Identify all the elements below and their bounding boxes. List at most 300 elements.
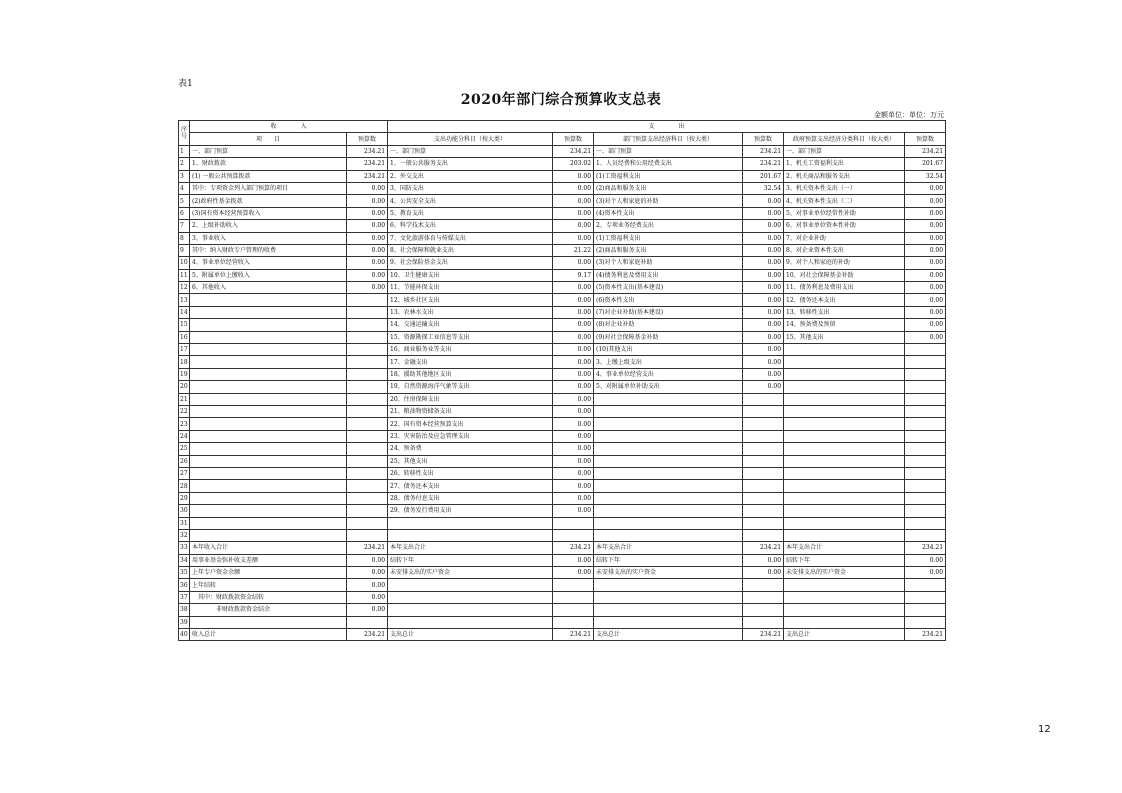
item-cell: 9、社会保险基金支出	[388, 257, 553, 269]
amount-cell: 0.00	[553, 306, 594, 318]
amount-cell: 0.00	[743, 344, 784, 356]
table-row	[179, 418, 946, 430]
item-cell: 4、事业单位经营收入	[190, 257, 347, 269]
amount-cell	[347, 443, 388, 455]
item-cell	[190, 492, 347, 504]
amount-cell	[905, 418, 946, 430]
item-cell	[190, 319, 347, 331]
item-cell	[784, 480, 905, 492]
table-row	[179, 405, 946, 417]
amount-cell: 32.54	[905, 170, 946, 182]
amount-cell: 0.00	[905, 319, 946, 331]
row-number: 28	[179, 480, 190, 492]
row-number: 17	[179, 344, 190, 356]
table-row	[179, 257, 946, 269]
table-number: 表1	[178, 79, 193, 89]
item-cell: 22、国有资本经营预算支出	[388, 418, 553, 430]
amount-cell: 0.00	[347, 269, 388, 281]
item-cell: (10)其他支出	[594, 344, 743, 356]
row-number: 18	[179, 356, 190, 368]
amount-cell	[743, 467, 784, 479]
item-cell: 3、国防支出	[388, 182, 553, 194]
row-number: 13	[179, 294, 190, 306]
budget-table	[178, 120, 946, 641]
amount-cell	[347, 480, 388, 492]
item-cell	[594, 591, 743, 603]
amount-cell	[905, 393, 946, 405]
table-row	[179, 195, 946, 207]
table-row	[179, 554, 946, 566]
row-number: 34	[179, 554, 190, 566]
table-row	[179, 517, 946, 529]
amount-cell: 0.00	[553, 182, 594, 194]
item-cell: 5、对事业单位经常性补助	[784, 207, 905, 219]
item-cell: 未安排支出的实户资金	[784, 567, 905, 579]
item-cell: (4)债务利息及费用支出	[594, 269, 743, 281]
amount-cell	[347, 405, 388, 417]
amount-cell: 9.17	[553, 269, 594, 281]
amount-cell	[905, 492, 946, 504]
item-cell: 10、卫生健康支出	[388, 269, 553, 281]
item-cell: 上年结转	[190, 579, 347, 591]
item-cell: 12、债务还本支出	[784, 294, 905, 306]
item-cell: 5、教育支出	[388, 207, 553, 219]
item-cell	[594, 517, 743, 529]
item-cell: 一、部门预算	[190, 145, 347, 157]
item-cell	[190, 405, 347, 417]
amount-cell	[347, 393, 388, 405]
amount-cell	[905, 604, 946, 616]
amount-cell: 0.00	[905, 269, 946, 281]
item-cell	[784, 393, 905, 405]
amount-cell	[347, 306, 388, 318]
item-cell	[784, 579, 905, 591]
amount-cell	[905, 344, 946, 356]
amount-cell: 0.00	[743, 554, 784, 566]
income-budget-header: 预算数	[347, 133, 388, 145]
table-row	[179, 294, 946, 306]
amount-cell: 201.67	[905, 158, 946, 170]
amount-cell	[743, 418, 784, 430]
item-cell: 本年支出合计	[594, 542, 743, 554]
item-cell	[594, 418, 743, 430]
amount-cell: 0.00	[553, 554, 594, 566]
item-cell	[784, 492, 905, 504]
amount-cell: 0.00	[347, 244, 388, 256]
table-row	[179, 207, 946, 219]
amount-cell: 0.00	[553, 455, 594, 467]
income-group-header: 收 入	[190, 121, 388, 133]
row-number: 8	[179, 232, 190, 244]
table-body	[179, 145, 946, 641]
amount-cell: 0.00	[553, 232, 594, 244]
item-cell	[190, 616, 347, 628]
item-cell: 15、其他支出	[784, 331, 905, 343]
amount-cell	[347, 294, 388, 306]
item-cell: 15、资源勘探工业信息等支出	[388, 331, 553, 343]
table-row	[179, 616, 946, 628]
dept-budget-header: 预算数	[743, 133, 784, 145]
amount-cell: 0.00	[553, 319, 594, 331]
item-cell	[190, 306, 347, 318]
item-cell	[190, 381, 347, 393]
table-row	[179, 182, 946, 194]
amount-cell	[905, 505, 946, 517]
amount-cell: 0.00	[553, 443, 594, 455]
item-cell: 支出总计	[388, 629, 553, 641]
item-cell: 支出总计	[594, 629, 743, 641]
amount-cell: 201.67	[743, 170, 784, 182]
amount-cell: 0.00	[347, 282, 388, 294]
amount-cell	[743, 393, 784, 405]
amount-cell: 0.00	[553, 344, 594, 356]
amount-cell: 0.00	[553, 368, 594, 380]
table-row	[179, 232, 946, 244]
table-row	[179, 455, 946, 467]
item-cell	[784, 616, 905, 628]
gov-budget-header: 预算数	[905, 133, 946, 145]
table-row	[179, 244, 946, 256]
row-number: 16	[179, 331, 190, 343]
table-row	[179, 480, 946, 492]
item-cell	[784, 591, 905, 603]
item-cell: 4、机关资本性支出（二）	[784, 195, 905, 207]
row-number: 39	[179, 616, 190, 628]
row-number: 9	[179, 244, 190, 256]
table-row	[179, 629, 946, 641]
table-row	[179, 368, 946, 380]
amount-cell: 0.00	[553, 220, 594, 232]
item-cell: 上年专户资金余额	[190, 567, 347, 579]
amount-cell: 0.00	[743, 331, 784, 343]
amount-cell: 0.00	[905, 220, 946, 232]
amount-cell	[905, 405, 946, 417]
amount-cell	[905, 529, 946, 541]
amount-cell	[905, 455, 946, 467]
amount-cell	[347, 368, 388, 380]
amount-cell	[905, 591, 946, 603]
table-row	[179, 356, 946, 368]
item-cell: 3、机关资本性支出（一）	[784, 182, 905, 194]
gov-econ-header: 政府预算支出经济分类科目（按大类）	[784, 133, 905, 145]
item-cell: 1、人员经费和公用经费支出	[594, 158, 743, 170]
amount-cell: 0.00	[553, 405, 594, 417]
item-cell: 7、对企业补助	[784, 232, 905, 244]
amount-cell: 0.00	[905, 282, 946, 294]
amount-cell: 0.00	[347, 220, 388, 232]
row-number: 4	[179, 182, 190, 194]
table-row	[179, 170, 946, 182]
amount-cell: 0.00	[905, 232, 946, 244]
item-cell: (2)商品和服务支出	[594, 182, 743, 194]
amount-cell	[743, 480, 784, 492]
item-cell: (1) 一般公共预算拨款	[190, 170, 347, 182]
item-cell: 11、债务利息及费用支出	[784, 282, 905, 294]
amount-cell	[347, 467, 388, 479]
amount-cell	[347, 319, 388, 331]
item-cell: 26、转移性支出	[388, 467, 553, 479]
amount-cell	[347, 356, 388, 368]
amount-cell: 0.00	[905, 207, 946, 219]
item-cell	[594, 505, 743, 517]
item-cell: 结转下年	[784, 554, 905, 566]
amount-cell	[347, 344, 388, 356]
amount-cell: 0.00	[553, 393, 594, 405]
func-header: 支出功能分科目（按大类）	[388, 133, 553, 145]
row-number: 1	[179, 145, 190, 157]
amount-cell: 0.00	[743, 294, 784, 306]
amount-cell	[905, 430, 946, 442]
table-row	[179, 319, 946, 331]
amount-cell	[347, 529, 388, 541]
row-number: 26	[179, 455, 190, 467]
amount-cell: 234.21	[347, 170, 388, 182]
item-cell: (5)资本性支出(基本建设)	[594, 282, 743, 294]
item-cell: 12、城乡社区支出	[388, 294, 553, 306]
amount-cell: 234.21	[905, 629, 946, 641]
amount-cell	[905, 356, 946, 368]
row-number: 12	[179, 282, 190, 294]
item-cell	[784, 529, 905, 541]
item-cell	[190, 294, 347, 306]
table-row	[179, 393, 946, 405]
item-cell: (9)对社会保障基金补助	[594, 331, 743, 343]
table-row	[179, 505, 946, 517]
item-cell	[594, 455, 743, 467]
item-cell: 19、自然资源海洋气象等支出	[388, 381, 553, 393]
item-cell	[784, 505, 905, 517]
amount-cell: 0.00	[905, 294, 946, 306]
amount-cell: 0.00	[553, 170, 594, 182]
row-number: 3	[179, 170, 190, 182]
amount-cell: 0.00	[743, 381, 784, 393]
item-cell: 未安排支出的实户资金	[594, 567, 743, 579]
amount-cell	[905, 517, 946, 529]
item-cell	[784, 368, 905, 380]
item-cell: 4、公共安全支出	[388, 195, 553, 207]
func-budget-header: 预算数	[553, 133, 594, 145]
item-cell	[594, 492, 743, 504]
amount-cell: 234.21	[553, 145, 594, 157]
item-cell	[190, 529, 347, 541]
item-cell: (1)工资福利支出	[594, 170, 743, 182]
amount-cell: 234.21	[347, 629, 388, 641]
item-cell	[190, 344, 347, 356]
amount-cell: 0.00	[743, 220, 784, 232]
amount-cell	[347, 455, 388, 467]
item-cell: 4、事业单位经营支出	[594, 368, 743, 380]
amount-cell: 0.00	[553, 356, 594, 368]
item-cell: 2、上级补助收入	[190, 220, 347, 232]
amount-cell: 0.00	[347, 604, 388, 616]
item-cell: 一、部门预算	[388, 145, 553, 157]
item-cell: 本年支出合计	[388, 542, 553, 554]
amount-cell	[347, 381, 388, 393]
amount-cell	[553, 616, 594, 628]
item-cell: 本年收入合计	[190, 542, 347, 554]
amount-cell	[553, 579, 594, 591]
row-number: 21	[179, 393, 190, 405]
amount-cell: 0.00	[743, 195, 784, 207]
amount-cell: 0.00	[347, 182, 388, 194]
amount-cell: 0.00	[553, 195, 594, 207]
amount-cell	[905, 443, 946, 455]
item-cell: 6、其他收入	[190, 282, 347, 294]
item-cell: 16、商业服务业等支出	[388, 344, 553, 356]
unit-label: 金额单位：单位：万元	[874, 111, 944, 119]
item-cell: 收入总计	[190, 629, 347, 641]
amount-cell	[743, 505, 784, 517]
item-cell	[784, 418, 905, 430]
item-cell: 5、附属单位上缴收入	[190, 269, 347, 281]
amount-cell	[553, 591, 594, 603]
amount-cell: 0.00	[905, 306, 946, 318]
amount-cell	[743, 529, 784, 541]
item-cell: (2)商品和服务支出	[594, 244, 743, 256]
item-cell: 6、对事业单位资本性补助	[784, 220, 905, 232]
row-number: 24	[179, 430, 190, 442]
amount-cell: 0.00	[347, 207, 388, 219]
amount-cell	[743, 492, 784, 504]
amount-cell	[347, 430, 388, 442]
item-cell: 25、其他支出	[388, 455, 553, 467]
table-row	[179, 220, 946, 232]
item-cell: 6、科学技术支出	[388, 220, 553, 232]
amount-cell: 234.21	[743, 629, 784, 641]
row-number: 35	[179, 567, 190, 579]
amount-cell	[743, 405, 784, 417]
item-cell: (4)资本性支出	[594, 207, 743, 219]
amount-cell: 234.21	[743, 145, 784, 157]
amount-cell: 234.21	[347, 145, 388, 157]
amount-cell	[905, 480, 946, 492]
amount-cell: 0.00	[347, 554, 388, 566]
amount-cell: 32.54	[743, 182, 784, 194]
amount-cell: 234.21	[905, 542, 946, 554]
item-cell	[784, 356, 905, 368]
item-cell: 一、部门预算	[594, 145, 743, 157]
item-cell	[594, 579, 743, 591]
amount-cell: 234.21	[347, 158, 388, 170]
item-cell: 17、金融支出	[388, 356, 553, 368]
item-cell: 2、专项业务经费支出	[594, 220, 743, 232]
page-number: 12	[1038, 724, 1051, 735]
item-cell: 9、对个人和家庭的补助	[784, 257, 905, 269]
item-cell	[190, 467, 347, 479]
item-cell: 2、外交支出	[388, 170, 553, 182]
item-cell	[190, 480, 347, 492]
amount-cell: 0.00	[553, 282, 594, 294]
item-cell	[784, 405, 905, 417]
item-cell: 28、债务付息支出	[388, 492, 553, 504]
amount-cell: 0.00	[743, 207, 784, 219]
item-cell: 1、一般公共服务支出	[388, 158, 553, 170]
item-cell	[784, 604, 905, 616]
item-cell: 未安排支出的实户资金	[388, 567, 553, 579]
item-cell: (8)对企业补助	[594, 319, 743, 331]
page-title: 2020年部门综合预算收支总表	[460, 92, 662, 108]
amount-cell	[553, 517, 594, 529]
table-row	[179, 467, 946, 479]
item-cell	[594, 616, 743, 628]
amount-cell: 0.00	[743, 368, 784, 380]
item-cell	[388, 616, 553, 628]
amount-cell	[553, 604, 594, 616]
row-number: 40	[179, 629, 190, 641]
item-cell: 支出总计	[784, 629, 905, 641]
item-cell: (7)对企业补助(基本建设)	[594, 306, 743, 318]
amount-cell: 0.00	[347, 579, 388, 591]
amount-cell: 0.00	[743, 282, 784, 294]
item-cell	[388, 591, 553, 603]
amount-cell	[905, 368, 946, 380]
row-number: 19	[179, 368, 190, 380]
item-cell: 其中：专项资金列入部门预算的项目	[190, 182, 347, 194]
item-cell	[190, 356, 347, 368]
item-cell: 21、粮油物资储备支出	[388, 405, 553, 417]
row-number: 14	[179, 306, 190, 318]
item-cell	[784, 455, 905, 467]
amount-cell: 0.00	[905, 567, 946, 579]
item-cell: 结转下年	[594, 554, 743, 566]
item-cell	[784, 430, 905, 442]
item-cell: 其中：财政拨款资金结转	[190, 591, 347, 603]
table-row	[179, 381, 946, 393]
amount-cell	[743, 455, 784, 467]
amount-cell: 234.21	[553, 542, 594, 554]
amount-cell	[743, 616, 784, 628]
table-row	[179, 269, 946, 281]
amount-cell: 0.00	[905, 182, 946, 194]
amount-cell: 0.00	[743, 232, 784, 244]
amount-cell: 0.00	[905, 195, 946, 207]
item-cell: 本年支出合计	[784, 542, 905, 554]
item-cell	[190, 418, 347, 430]
item-cell	[190, 505, 347, 517]
item-cell	[594, 430, 743, 442]
item-cell	[388, 604, 553, 616]
table-row	[179, 158, 946, 170]
item-cell: 其中：纳入财政专户管理的收费	[190, 244, 347, 256]
amount-cell: 0.00	[553, 257, 594, 269]
amount-cell: 0.00	[553, 480, 594, 492]
amount-cell: 0.00	[347, 232, 388, 244]
item-cell: 非财政拨款资金结余	[190, 604, 347, 616]
table-row	[179, 430, 946, 442]
row-number: 23	[179, 418, 190, 430]
amount-cell	[347, 517, 388, 529]
amount-cell: 0.00	[905, 554, 946, 566]
amount-cell: 0.00	[553, 492, 594, 504]
table-row	[179, 604, 946, 616]
table-row	[179, 579, 946, 591]
item-cell: (3)对个人和家庭补助	[594, 257, 743, 269]
item-cell	[190, 455, 347, 467]
table-row	[179, 331, 946, 343]
amount-cell: 0.00	[743, 319, 784, 331]
item-cell	[594, 467, 743, 479]
row-number: 25	[179, 443, 190, 455]
row-number: 20	[179, 381, 190, 393]
item-cell: (2)政府性基金拨款	[190, 195, 347, 207]
item-cell	[784, 381, 905, 393]
item-cell	[190, 393, 347, 405]
row-number: 2	[179, 158, 190, 170]
item-cell: 13、转移性支出	[784, 306, 905, 318]
amount-cell: 0.00	[553, 467, 594, 479]
item-cell: (6)资本性支出	[594, 294, 743, 306]
item-cell	[594, 405, 743, 417]
